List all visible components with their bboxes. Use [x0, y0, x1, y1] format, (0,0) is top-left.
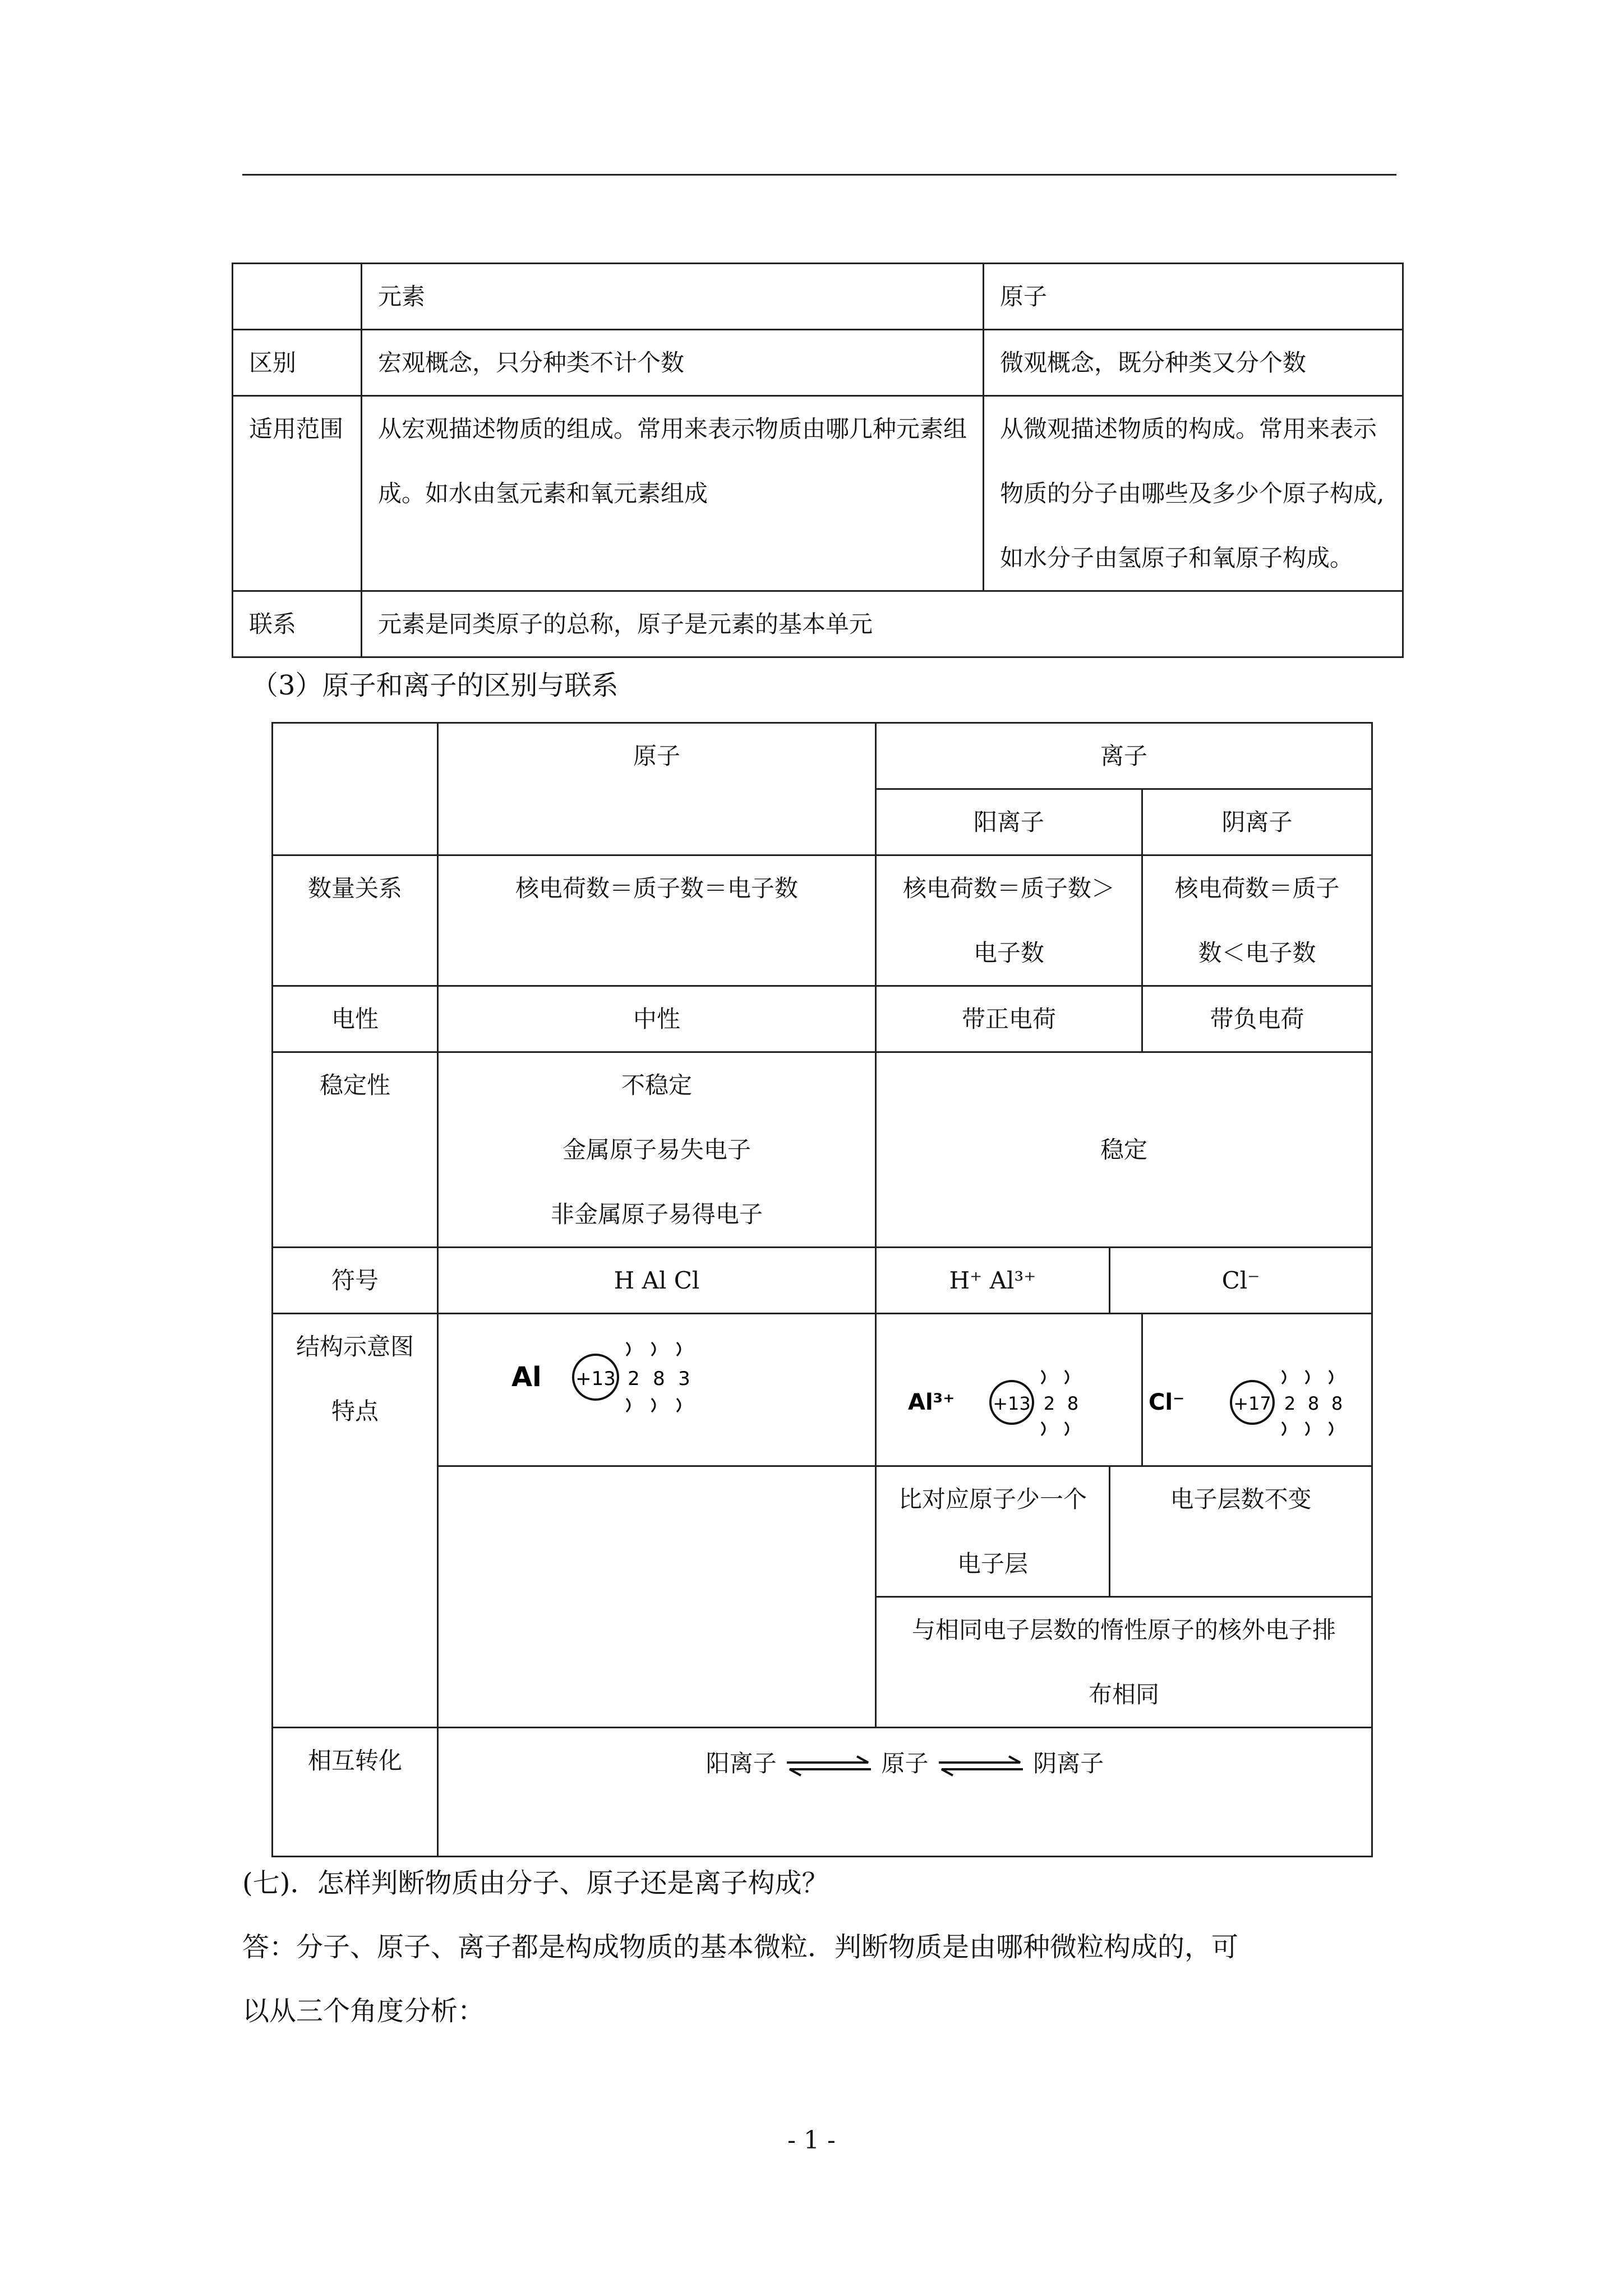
t1-header-element: 元素: [362, 264, 984, 330]
cl-ion-shell-1: 2: [1284, 1393, 1296, 1414]
t2-header-ion: 离子: [876, 723, 1372, 789]
t2-cation-note: 比对应原子少一个 电子层: [876, 1466, 1110, 1597]
page-number: - 1 -: [787, 2126, 836, 2155]
t2-anion-note: 电子层数不变: [1110, 1466, 1372, 1597]
t1-atom-cell: 从微观描述物质的构成。常用来表示物质的分子由哪些及多少个原子构成,如水分子由氢原子和氧原子构成。: [984, 396, 1403, 591]
al-ion-diagram-cell: [876, 1314, 1142, 1466]
t2-quantity-atom: 核电荷数＝质子数＝电子数: [438, 855, 876, 986]
t2-header-anion: 阴离子: [1142, 789, 1372, 855]
t2-structure-empty: [438, 1466, 876, 1728]
t2-quantity-anion: 核电荷数＝质子 数＜电子数: [1142, 855, 1372, 986]
t2-symbol-cation: H⁺ Al³⁺: [876, 1248, 1110, 1314]
al-atom-symbol: Al: [511, 1361, 542, 1393]
t2-label-quantity: 数量关系: [273, 855, 438, 986]
t1-atom-cell: 微观概念，既分种类又分个数: [984, 330, 1403, 396]
t2-stability-atom: 不稳定 金属原子易失电子 非金属原子易得电子: [438, 1052, 876, 1248]
t2-common-note: 与相同电子层数的惰性原子的核外电子排 布相同: [876, 1597, 1372, 1728]
conversion-anion: 阴离子: [1033, 1750, 1104, 1777]
equilibrium-arrow-icon: [936, 1754, 1026, 1777]
t2-quantity-cation: 核电荷数＝质子数＞ 电子数: [876, 855, 1142, 986]
t1-relation-cell: 元素是同类原子的总称，原子是元素的基本单元: [362, 591, 1403, 657]
t2-symbol-atom: H Al Cl: [438, 1248, 876, 1314]
al-ion-shell-1: 2: [1043, 1393, 1055, 1414]
t1-row-label: 适用范围: [233, 396, 362, 591]
t2-charge-anion: 带负电荷: [1142, 986, 1372, 1052]
t2-label-symbol: 符号: [273, 1248, 438, 1314]
al-atom-diagram-cell: [438, 1314, 876, 1466]
cl-ion-shell-3: 8: [1331, 1393, 1343, 1414]
element-atom-table: [232, 263, 1404, 658]
al-ion-symbol: Al³⁺: [908, 1389, 955, 1415]
t2-corner-cell: [273, 723, 438, 855]
section-7-title: (七)．怎样判断物质由分子、原子还是离子构成？: [242, 1867, 829, 1899]
cl-ion-diagram: [1149, 1326, 1384, 1460]
t2-label-conversion: 相互转化: [273, 1728, 438, 1857]
t2-symbol-anion: Cl⁻: [1110, 1248, 1372, 1314]
t2-charge-atom: 中性: [438, 986, 876, 1052]
t1-row-label: 联系: [233, 591, 362, 657]
cl-ion-diagram-cell: [1142, 1314, 1372, 1466]
t2-label-stability: 稳定性: [273, 1052, 438, 1248]
al-ion-nucleus: +13: [993, 1393, 1031, 1414]
al-atom-shell-1: 2: [628, 1368, 640, 1390]
al-ion-shell-2: 8: [1067, 1393, 1079, 1414]
t2-charge-cation: 带正电荷: [876, 986, 1142, 1052]
t2-conversion-cell: [438, 1728, 1372, 1857]
t1-header-atom: 原子: [984, 264, 1403, 330]
equilibrium-arrow-icon: [784, 1754, 874, 1777]
cl-ion-nucleus: +17: [1233, 1393, 1271, 1414]
t1-corner-cell: [233, 264, 362, 330]
al-atom-shell-3: 3: [678, 1368, 690, 1390]
t2-header-atom: 原子: [438, 723, 876, 855]
conversion-cation: 阳离子: [706, 1750, 777, 1777]
t2-header-cation: 阳离子: [876, 789, 1142, 855]
cl-ion-shell-2: 8: [1307, 1393, 1320, 1414]
t1-element-cell: 宏观概念，只分种类不计个数: [362, 330, 984, 396]
answer-line-2: 以从三个角度分析：: [242, 1995, 485, 2027]
header-rule: [242, 174, 1396, 176]
al-ion-diagram: [902, 1326, 1115, 1460]
al-atom-shell-2: 8: [653, 1368, 665, 1390]
al-atom-diagram: [511, 1326, 747, 1438]
t2-stability-ion: 稳定: [876, 1052, 1372, 1248]
t1-element-cell: 从宏观描述物质的组成。常用来表示物质由哪几种元素组成。如水由氢元素和氧元素组成: [362, 396, 984, 591]
t2-label-charge: 电性: [273, 986, 438, 1052]
t1-row-label: 区别: [233, 330, 362, 396]
conversion-atom: 原子: [881, 1750, 929, 1777]
section-3-title: （3）原子和离子的区别与联系: [251, 670, 619, 701]
al-atom-nucleus: +13: [575, 1368, 616, 1390]
atom-ion-table: [271, 722, 1373, 1857]
t2-label-structure: 结构示意图 特点: [273, 1314, 438, 1728]
cl-ion-symbol: Cl⁻: [1149, 1389, 1185, 1415]
answer-line-1: 答：分子、原子、离子都是构成物质的基本微粒．判断物质是由哪种微粒构成的，可: [242, 1931, 1239, 1963]
